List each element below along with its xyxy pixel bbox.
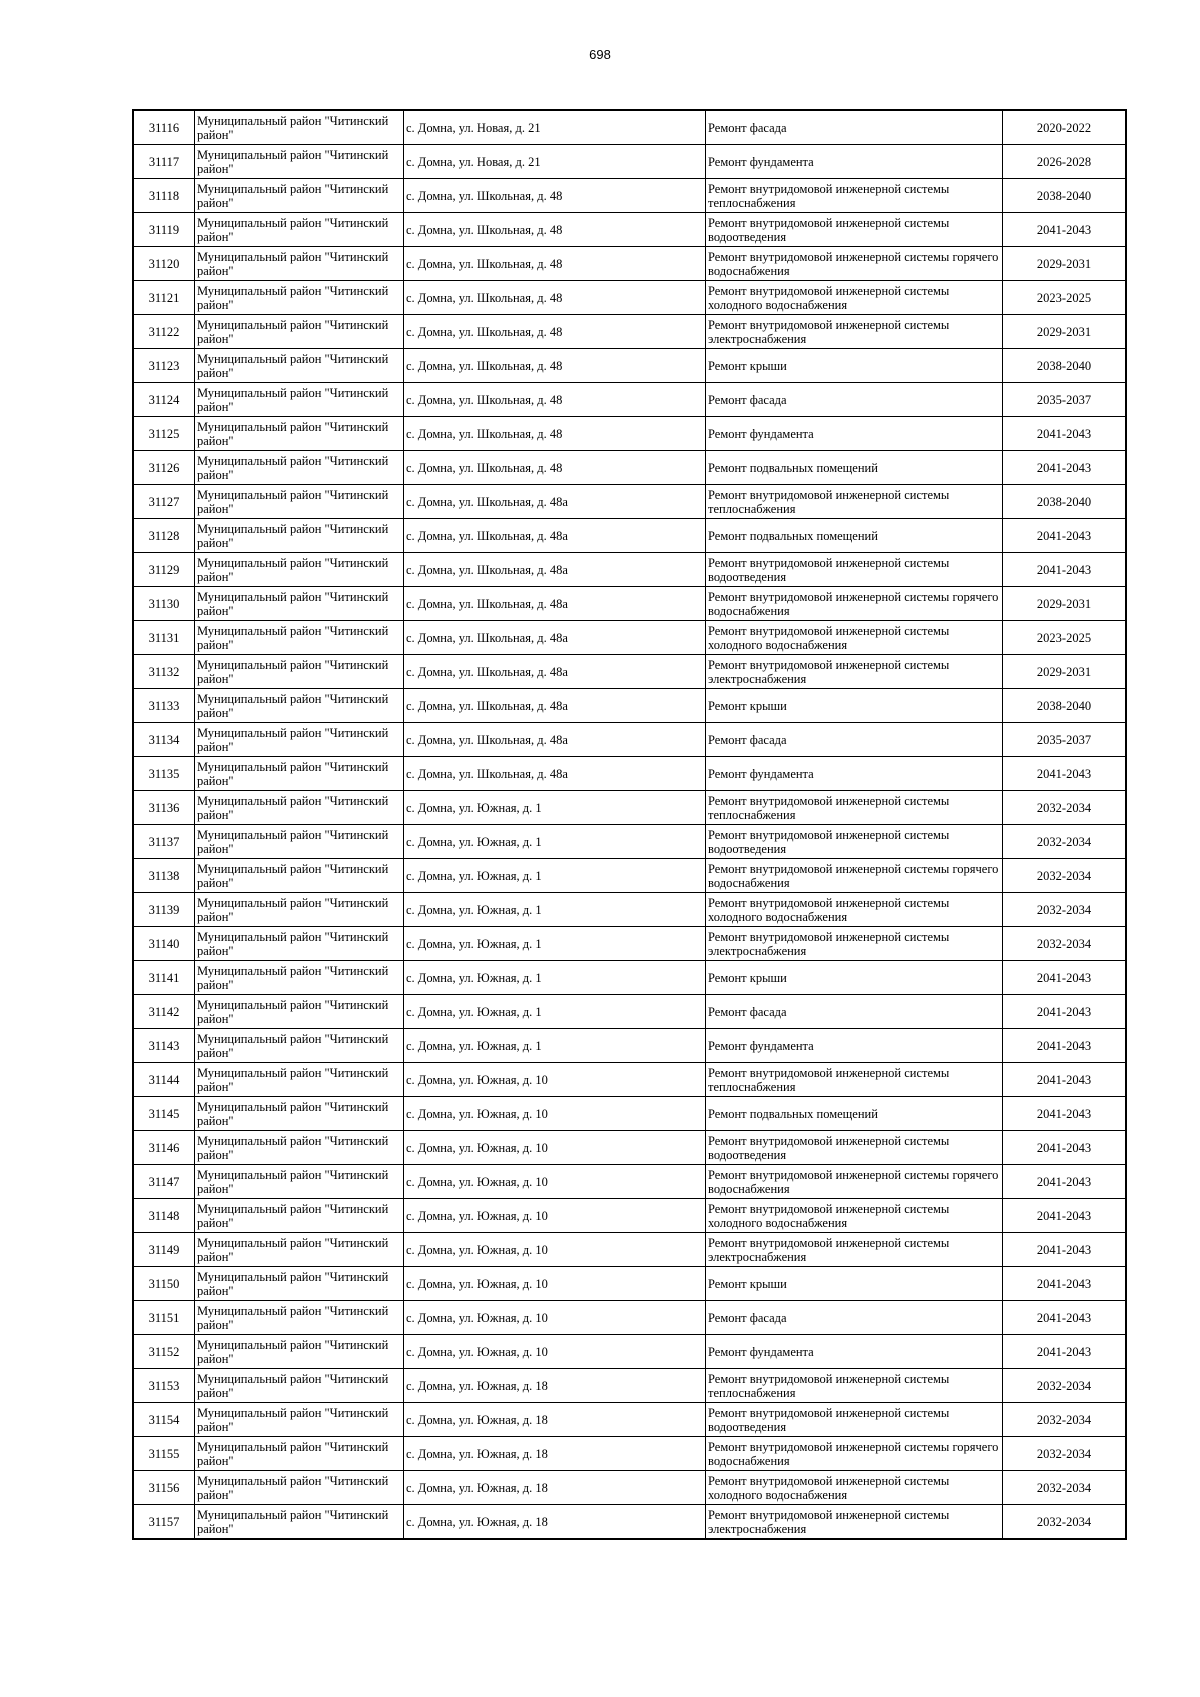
period-cell: 2032-2034: [1003, 1403, 1127, 1437]
table-row: [133, 995, 1126, 1029]
table-row: [133, 689, 1126, 723]
address-cell: с. Домна, ул. Школьная, д. 48: [404, 315, 706, 349]
work-type-cell: Ремонт подвальных помещений: [706, 1097, 1003, 1131]
period-cell: 2032-2034: [1003, 791, 1127, 825]
municipality-cell: Муниципальный район "Читинский район": [195, 281, 404, 315]
municipality-cell: Муниципальный район "Читинский район": [195, 145, 404, 179]
table-row: [133, 757, 1126, 791]
address-cell: с. Домна, ул. Школьная, д. 48а: [404, 689, 706, 723]
address-cell: с. Домна, ул. Школьная, д. 48а: [404, 757, 706, 791]
work-type-cell: Ремонт фасада: [706, 723, 1003, 757]
row-number-cell: 31157: [133, 1505, 195, 1540]
municipality-cell: Муниципальный район "Читинский район": [195, 995, 404, 1029]
work-type-cell: Ремонт внутридомовой инженерной системы электроснабжения: [706, 1505, 1003, 1540]
period-cell: 2041-2043: [1003, 451, 1127, 485]
municipality-cell: Муниципальный район "Читинский район": [195, 587, 404, 621]
period-cell: 2023-2025: [1003, 281, 1127, 315]
table-row: [133, 1267, 1126, 1301]
period-cell: 2032-2034: [1003, 859, 1127, 893]
row-number-cell: 31124: [133, 383, 195, 417]
work-type-cell: Ремонт внутридомовой инженерной системы теплоснабжения: [706, 485, 1003, 519]
address-cell: с. Домна, ул. Южная, д. 1: [404, 791, 706, 825]
table-row: [133, 451, 1126, 485]
table-row: [133, 587, 1126, 621]
work-type-cell: Ремонт внутридомовой инженерной системы электроснабжения: [706, 315, 1003, 349]
period-cell: 2041-2043: [1003, 1165, 1127, 1199]
period-cell: 2032-2034: [1003, 1505, 1127, 1540]
address-cell: с. Домна, ул. Южная, д. 18: [404, 1437, 706, 1471]
row-number-cell: 31150: [133, 1267, 195, 1301]
municipality-cell: Муниципальный район "Читинский район": [195, 417, 404, 451]
table-row: [133, 1063, 1126, 1097]
period-cell: 2032-2034: [1003, 1471, 1127, 1505]
period-cell: 2038-2040: [1003, 349, 1127, 383]
work-type-cell: Ремонт внутридомовой инженерной системы горячего водоснабжения: [706, 1165, 1003, 1199]
period-cell: 2041-2043: [1003, 1233, 1127, 1267]
municipality-cell: Муниципальный район "Читинский район": [195, 927, 404, 961]
period-cell: 2023-2025: [1003, 621, 1127, 655]
table-row: [133, 417, 1126, 451]
address-cell: с. Домна, ул. Школьная, д. 48: [404, 213, 706, 247]
municipality-cell: Муниципальный район "Читинский район": [195, 1131, 404, 1165]
row-number-cell: 31131: [133, 621, 195, 655]
table-row: [133, 1097, 1126, 1131]
table-row: [133, 1233, 1126, 1267]
table-row: [133, 723, 1126, 757]
address-cell: с. Домна, ул. Южная, д. 10: [404, 1131, 706, 1165]
row-number-cell: 31155: [133, 1437, 195, 1471]
municipality-cell: Муниципальный район "Читинский район": [195, 213, 404, 247]
address-cell: с. Домна, ул. Южная, д. 18: [404, 1403, 706, 1437]
municipality-cell: Муниципальный район "Читинский район": [195, 689, 404, 723]
work-type-cell: Ремонт внутридомовой инженерной системы горячего водоснабжения: [706, 587, 1003, 621]
period-cell: 2029-2031: [1003, 315, 1127, 349]
address-cell: с. Домна, ул. Новая, д. 21: [404, 110, 706, 145]
table-body: [133, 110, 1126, 1539]
municipality-cell: Муниципальный район "Читинский район": [195, 349, 404, 383]
period-cell: 2041-2043: [1003, 961, 1127, 995]
municipality-cell: Муниципальный район "Читинский район": [195, 1403, 404, 1437]
municipality-cell: Муниципальный район "Читинский район": [195, 315, 404, 349]
work-type-cell: Ремонт внутридомовой инженерной системы теплоснабжения: [706, 179, 1003, 213]
table-row: [133, 485, 1126, 519]
address-cell: с. Домна, ул. Школьная, д. 48: [404, 383, 706, 417]
period-cell: 2035-2037: [1003, 383, 1127, 417]
work-type-cell: Ремонт крыши: [706, 349, 1003, 383]
row-number-cell: 31135: [133, 757, 195, 791]
row-number-cell: 31126: [133, 451, 195, 485]
work-type-cell: Ремонт подвальных помещений: [706, 519, 1003, 553]
work-type-cell: Ремонт внутридомовой инженерной системы электроснабжения: [706, 927, 1003, 961]
period-cell: 2029-2031: [1003, 655, 1127, 689]
municipality-cell: Муниципальный район "Читинский район": [195, 383, 404, 417]
period-cell: 2029-2031: [1003, 587, 1127, 621]
address-cell: с. Домна, ул. Школьная, д. 48а: [404, 621, 706, 655]
row-number-cell: 31152: [133, 1335, 195, 1369]
period-cell: 2032-2034: [1003, 1437, 1127, 1471]
table-row: [133, 315, 1126, 349]
period-cell: 2041-2043: [1003, 1063, 1127, 1097]
address-cell: с. Домна, ул. Южная, д. 18: [404, 1505, 706, 1540]
period-cell: 2032-2034: [1003, 893, 1127, 927]
work-type-cell: Ремонт внутридомовой инженерной системы электроснабжения: [706, 1233, 1003, 1267]
period-cell: 2041-2043: [1003, 1267, 1127, 1301]
municipality-cell: Муниципальный район "Читинский район": [195, 621, 404, 655]
municipality-cell: Муниципальный район "Читинский район": [195, 553, 404, 587]
period-cell: 2038-2040: [1003, 689, 1127, 723]
work-type-cell: Ремонт фасада: [706, 1301, 1003, 1335]
period-cell: 2032-2034: [1003, 1369, 1127, 1403]
row-number-cell: 31139: [133, 893, 195, 927]
work-type-cell: Ремонт внутридомовой инженерной системы теплоснабжения: [706, 1369, 1003, 1403]
row-number-cell: 31132: [133, 655, 195, 689]
table-row: [133, 1403, 1126, 1437]
row-number-cell: 31153: [133, 1369, 195, 1403]
table-row: [133, 825, 1126, 859]
municipality-cell: Муниципальный район "Читинский район": [195, 1165, 404, 1199]
table-row: [133, 110, 1126, 145]
address-cell: с. Домна, ул. Школьная, д. 48: [404, 417, 706, 451]
work-type-cell: Ремонт внутридомовой инженерной системы водоотведения: [706, 1403, 1003, 1437]
work-type-cell: Ремонт внутридомовой инженерной системы электроснабжения: [706, 655, 1003, 689]
table-row: [133, 1369, 1126, 1403]
work-type-cell: Ремонт фундамента: [706, 757, 1003, 791]
address-cell: с. Домна, ул. Школьная, д. 48: [404, 281, 706, 315]
table-row: [133, 553, 1126, 587]
address-cell: с. Домна, ул. Школьная, д. 48а: [404, 519, 706, 553]
period-cell: 2041-2043: [1003, 995, 1127, 1029]
table-row: [133, 1301, 1126, 1335]
table-row: [133, 179, 1126, 213]
period-cell: 2041-2043: [1003, 1199, 1127, 1233]
work-type-cell: Ремонт крыши: [706, 1267, 1003, 1301]
row-number-cell: 31127: [133, 485, 195, 519]
municipality-cell: Муниципальный район "Читинский район": [195, 825, 404, 859]
row-number-cell: 31154: [133, 1403, 195, 1437]
address-cell: с. Домна, ул. Школьная, д. 48: [404, 349, 706, 383]
municipality-cell: Муниципальный район "Читинский район": [195, 723, 404, 757]
work-type-cell: Ремонт внутридомовой инженерной системы холодного водоснабжения: [706, 621, 1003, 655]
address-cell: с. Домна, ул. Южная, д. 1: [404, 859, 706, 893]
municipality-cell: Муниципальный район "Читинский район": [195, 1233, 404, 1267]
address-cell: с. Домна, ул. Южная, д. 1: [404, 825, 706, 859]
address-cell: с. Домна, ул. Школьная, д. 48а: [404, 587, 706, 621]
table-row: [133, 145, 1126, 179]
address-cell: с. Домна, ул. Южная, д. 10: [404, 1335, 706, 1369]
municipality-cell: Муниципальный район "Читинский район": [195, 1097, 404, 1131]
row-number-cell: 31151: [133, 1301, 195, 1335]
table-row: [133, 247, 1126, 281]
address-cell: с. Домна, ул. Южная, д. 10: [404, 1301, 706, 1335]
address-cell: с. Домна, ул. Южная, д. 1: [404, 995, 706, 1029]
table-row: [133, 1437, 1126, 1471]
work-type-cell: Ремонт внутридомовой инженерной системы теплоснабжения: [706, 1063, 1003, 1097]
row-number-cell: 31119: [133, 213, 195, 247]
address-cell: с. Домна, ул. Южная, д. 1: [404, 961, 706, 995]
row-number-cell: 31149: [133, 1233, 195, 1267]
row-number-cell: 31116: [133, 110, 195, 145]
municipality-cell: Муниципальный район "Читинский район": [195, 1471, 404, 1505]
row-number-cell: 31141: [133, 961, 195, 995]
address-cell: с. Домна, ул. Южная, д. 10: [404, 1097, 706, 1131]
municipality-cell: Муниципальный район "Читинский район": [195, 179, 404, 213]
municipality-cell: Муниципальный район "Читинский район": [195, 451, 404, 485]
work-type-cell: Ремонт фундамента: [706, 1029, 1003, 1063]
table-row: [133, 1165, 1126, 1199]
municipality-cell: Муниципальный район "Читинский район": [195, 1301, 404, 1335]
work-type-cell: Ремонт фундамента: [706, 1335, 1003, 1369]
row-number-cell: 31130: [133, 587, 195, 621]
municipality-cell: Муниципальный район "Читинский район": [195, 961, 404, 995]
period-cell: 2035-2037: [1003, 723, 1127, 757]
row-number-cell: 31148: [133, 1199, 195, 1233]
address-cell: с. Домна, ул. Школьная, д. 48: [404, 451, 706, 485]
municipality-cell: Муниципальный район "Читинский район": [195, 1437, 404, 1471]
table-row: [133, 927, 1126, 961]
period-cell: 2041-2043: [1003, 417, 1127, 451]
address-cell: с. Домна, ул. Школьная, д. 48а: [404, 723, 706, 757]
period-cell: 2041-2043: [1003, 1301, 1127, 1335]
row-number-cell: 31120: [133, 247, 195, 281]
period-cell: 2020-2022: [1003, 110, 1127, 145]
address-cell: с. Домна, ул. Южная, д. 10: [404, 1063, 706, 1097]
row-number-cell: 31138: [133, 859, 195, 893]
address-cell: с. Домна, ул. Южная, д. 10: [404, 1199, 706, 1233]
work-type-cell: Ремонт внутридомовой инженерной системы водоотведения: [706, 553, 1003, 587]
work-type-cell: Ремонт фасада: [706, 995, 1003, 1029]
period-cell: 2032-2034: [1003, 927, 1127, 961]
table-row: [133, 1131, 1126, 1165]
table-row: [133, 1029, 1126, 1063]
municipality-cell: Муниципальный район "Читинский район": [195, 1199, 404, 1233]
address-cell: с. Домна, ул. Южная, д. 10: [404, 1267, 706, 1301]
address-cell: с. Домна, ул. Школьная, д. 48: [404, 247, 706, 281]
municipality-cell: Муниципальный район "Читинский район": [195, 485, 404, 519]
address-cell: с. Домна, ул. Школьная, д. 48: [404, 179, 706, 213]
capital-repair-table: [132, 109, 1127, 1540]
table-row: [133, 655, 1126, 689]
row-number-cell: 31125: [133, 417, 195, 451]
period-cell: 2041-2043: [1003, 553, 1127, 587]
work-type-cell: Ремонт фундамента: [706, 417, 1003, 451]
work-type-cell: Ремонт фундамента: [706, 145, 1003, 179]
period-cell: 2041-2043: [1003, 1131, 1127, 1165]
row-number-cell: 31156: [133, 1471, 195, 1505]
period-cell: 2038-2040: [1003, 179, 1127, 213]
work-type-cell: Ремонт внутридомовой инженерной системы холодного водоснабжения: [706, 281, 1003, 315]
table-row: [133, 1471, 1126, 1505]
work-type-cell: Ремонт фасада: [706, 383, 1003, 417]
municipality-cell: Муниципальный район "Читинский район": [195, 859, 404, 893]
row-number-cell: 31147: [133, 1165, 195, 1199]
row-number-cell: 31143: [133, 1029, 195, 1063]
row-number-cell: 31146: [133, 1131, 195, 1165]
work-type-cell: Ремонт подвальных помещений: [706, 451, 1003, 485]
period-cell: 2041-2043: [1003, 1335, 1127, 1369]
work-type-cell: Ремонт внутридомовой инженерной системы водоотведения: [706, 213, 1003, 247]
municipality-cell: Муниципальный район "Читинский район": [195, 1267, 404, 1301]
work-type-cell: Ремонт внутридомовой инженерной системы холодного водоснабжения: [706, 893, 1003, 927]
row-number-cell: 31118: [133, 179, 195, 213]
municipality-cell: Муниципальный район "Читинский район": [195, 1063, 404, 1097]
work-type-cell: Ремонт внутридомовой инженерной системы водоотведения: [706, 1131, 1003, 1165]
row-number-cell: 31129: [133, 553, 195, 587]
period-cell: 2041-2043: [1003, 1097, 1127, 1131]
table-row: [133, 1505, 1126, 1540]
period-cell: 2041-2043: [1003, 213, 1127, 247]
row-number-cell: 31145: [133, 1097, 195, 1131]
table-row: [133, 213, 1126, 247]
row-number-cell: 31122: [133, 315, 195, 349]
municipality-cell: Муниципальный район "Читинский район": [195, 110, 404, 145]
table-row: [133, 1335, 1126, 1369]
address-cell: с. Домна, ул. Южная, д. 1: [404, 893, 706, 927]
period-cell: 2038-2040: [1003, 485, 1127, 519]
page-number: 698: [589, 47, 611, 62]
row-number-cell: 31123: [133, 349, 195, 383]
period-cell: 2041-2043: [1003, 757, 1127, 791]
table-row: [133, 1199, 1126, 1233]
municipality-cell: Муниципальный район "Читинский район": [195, 519, 404, 553]
municipality-cell: Муниципальный район "Читинский район": [195, 655, 404, 689]
table-row: [133, 791, 1126, 825]
row-number-cell: 31137: [133, 825, 195, 859]
address-cell: с. Домна, ул. Южная, д. 10: [404, 1165, 706, 1199]
period-cell: 2029-2031: [1003, 247, 1127, 281]
table-row: [133, 621, 1126, 655]
municipality-cell: Муниципальный район "Читинский район": [195, 1369, 404, 1403]
period-cell: 2041-2043: [1003, 1029, 1127, 1063]
row-number-cell: 31133: [133, 689, 195, 723]
row-number-cell: 31140: [133, 927, 195, 961]
row-number-cell: 31134: [133, 723, 195, 757]
address-cell: с. Домна, ул. Южная, д. 10: [404, 1233, 706, 1267]
row-number-cell: 31121: [133, 281, 195, 315]
work-type-cell: Ремонт внутридомовой инженерной системы водоотведения: [706, 825, 1003, 859]
municipality-cell: Муниципальный район "Читинский район": [195, 893, 404, 927]
table-row: [133, 383, 1126, 417]
work-type-cell: Ремонт внутридомовой инженерной системы теплоснабжения: [706, 791, 1003, 825]
address-cell: с. Домна, ул. Южная, д. 18: [404, 1471, 706, 1505]
row-number-cell: 31136: [133, 791, 195, 825]
work-type-cell: Ремонт крыши: [706, 961, 1003, 995]
address-cell: с. Домна, ул. Южная, д. 1: [404, 1029, 706, 1063]
address-cell: с. Домна, ул. Южная, д. 18: [404, 1369, 706, 1403]
work-type-cell: Ремонт внутридомовой инженерной системы холодного водоснабжения: [706, 1199, 1003, 1233]
period-cell: 2026-2028: [1003, 145, 1127, 179]
table-row: [133, 893, 1126, 927]
table-row: [133, 859, 1126, 893]
period-cell: 2032-2034: [1003, 825, 1127, 859]
address-cell: с. Домна, ул. Школьная, д. 48а: [404, 485, 706, 519]
table-row: [133, 961, 1126, 995]
municipality-cell: Муниципальный район "Читинский район": [195, 1505, 404, 1540]
municipality-cell: Муниципальный район "Читинский район": [195, 1029, 404, 1063]
municipality-cell: Муниципальный район "Читинский район": [195, 1335, 404, 1369]
work-type-cell: Ремонт фасада: [706, 110, 1003, 145]
address-cell: с. Домна, ул. Южная, д. 1: [404, 927, 706, 961]
work-type-cell: Ремонт внутридомовой инженерной системы горячего водоснабжения: [706, 859, 1003, 893]
table-row: [133, 349, 1126, 383]
municipality-cell: Муниципальный район "Читинский район": [195, 757, 404, 791]
row-number-cell: 31142: [133, 995, 195, 1029]
municipality-cell: Муниципальный район "Читинский район": [195, 247, 404, 281]
row-number-cell: 31144: [133, 1063, 195, 1097]
address-cell: с. Домна, ул. Школьная, д. 48а: [404, 655, 706, 689]
table-row: [133, 519, 1126, 553]
address-cell: с. Домна, ул. Школьная, д. 48а: [404, 553, 706, 587]
work-type-cell: Ремонт внутридомовой инженерной системы горячего водоснабжения: [706, 1437, 1003, 1471]
row-number-cell: 31128: [133, 519, 195, 553]
work-type-cell: Ремонт внутридомовой инженерной системы холодного водоснабжения: [706, 1471, 1003, 1505]
table-row: [133, 281, 1126, 315]
municipality-cell: Муниципальный район "Читинский район": [195, 791, 404, 825]
row-number-cell: 31117: [133, 145, 195, 179]
period-cell: 2041-2043: [1003, 519, 1127, 553]
work-type-cell: Ремонт крыши: [706, 689, 1003, 723]
address-cell: с. Домна, ул. Новая, д. 21: [404, 145, 706, 179]
work-type-cell: Ремонт внутридомовой инженерной системы горячего водоснабжения: [706, 247, 1003, 281]
